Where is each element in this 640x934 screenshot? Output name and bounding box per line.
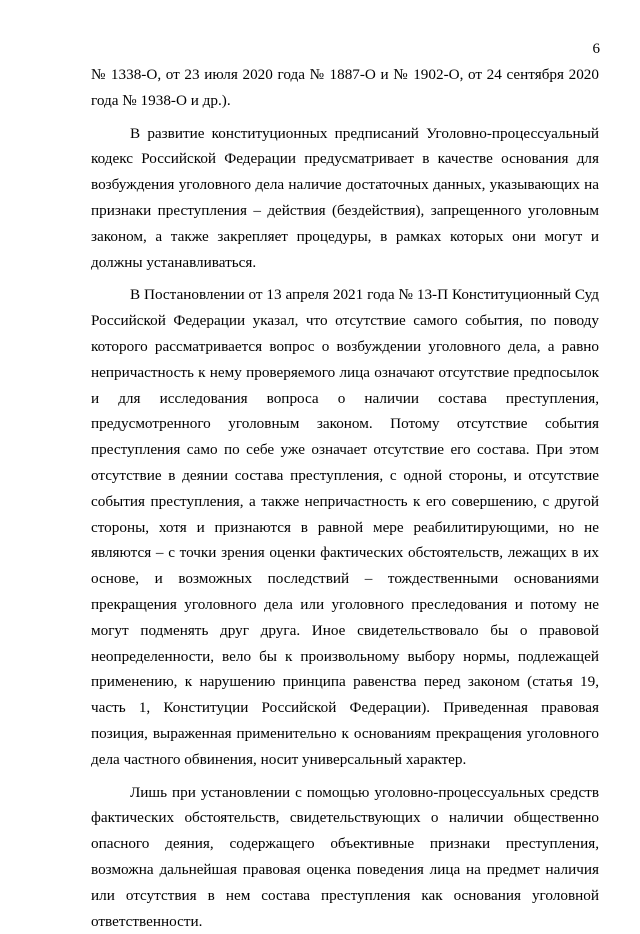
paragraph: В развитие конституционных предписаний Уголовно-процессуальный кодекс Российской Федерации предусматривает в качестве основания для возбуждения уголовного дела наличие достаточных данных, указывающих на признаки преступления – действия (бездействия), запрещенного уголовным законом, а также закрепляет процедуры, в рамках которых они могут и должны устанавливаться. (91, 124, 599, 271)
document-body (91, 62, 599, 934)
paragraph: Лишь при установлении с помощью уголовно-процессуальных средств фактических обстоятельств, свидетельствующих о наличии общественно опасного деяния, содержащего объективные признаки преступления, возможна дальнейшая правовая оценка поведения лица на предмет наличия или отсутствия в нем состава преступления как основания уголовной ответственности. (91, 783, 599, 930)
paragraph-continuation: № 1338-О, от 23 июля 2020 года № 1887-О и № 1902-О, от 24 сентября 2020 года № 1938-О и др.). (91, 66, 599, 109)
page-number: 6 (592, 41, 600, 57)
paragraph: В Постановлении от 13 апреля 2021 года № 13-П Конституционный Суд Российской Федерации указал, что отсутствие самого события, по поводу которого рассматривается вопрос о возбуждении уголовного дела, а равно непричастность к нему проверяемого лица означают отсутствие предпосылок и для исследования вопроса о наличии состава преступления, предусмотренного уголовным законом. Потому отсутствие события преступления само по себе уже означает отсутствие его состава. При этом отсутствие в деянии состава преступления, с одной стороны, и отсутствие события преступления, а также непричастность к его совершению, с другой стороны, хотя и признаются в равной мере реабилитирующими, но не являются – с точки зрения оценки фактических обстоятельств, лежащих в их основе, и возможных последствий – тождественными основаниями прекращения уголовного дела или уголовного преследования и потому не могут подменять друг друга. Иное свидетельствовало бы о правовой неопределенности, вело бы к произвольному выбору нормы, подлежащей применению, к нарушению принципа равенства перед законом (статья 19, часть 1, Конституции Российской Федерации). Приведенная правовая позиция, выраженная применительно к основаниям прекращения уголовного дела частного обвинения, носит универсальный характер. (91, 286, 599, 768)
